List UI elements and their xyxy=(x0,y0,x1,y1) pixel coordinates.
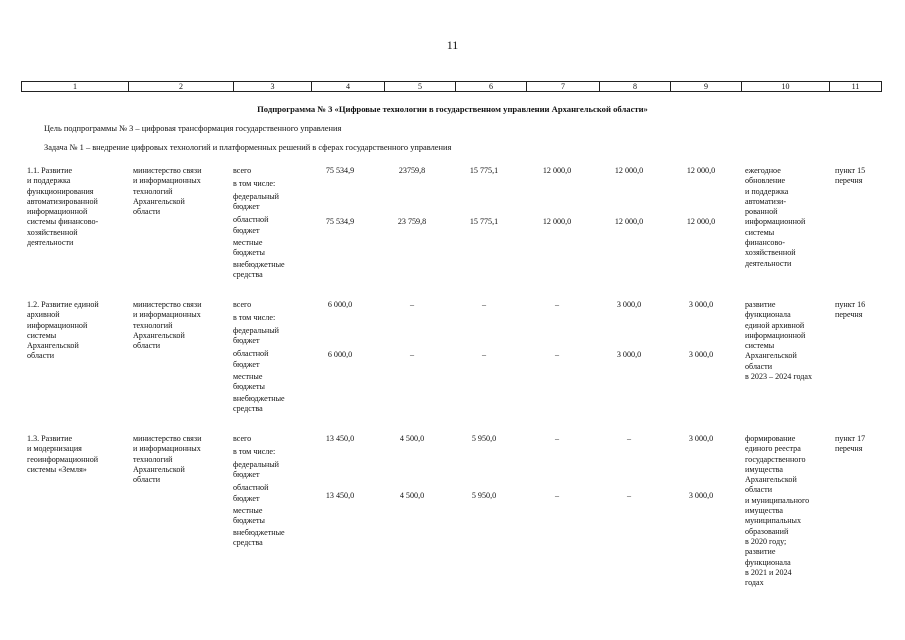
regional-col-9: 12 000,0 xyxy=(686,217,716,226)
header-col-9: 9 xyxy=(671,82,742,92)
row-result: ежегодное обновление и поддержка автоматизи- рованной информационной системы финансово- хозяйственной деятельности xyxy=(745,166,806,268)
regional-col-4: 75 534,9 xyxy=(325,217,355,226)
regional-col-8: 3 000,0 xyxy=(616,350,642,359)
total-col-7: – xyxy=(554,434,560,443)
row-name: 1.1. Развитие и поддержка функционирования автоматизированной информационной системы финансово- хозяйственной деятельности xyxy=(27,166,99,248)
regional-col-5: 23 759,8 xyxy=(397,217,427,226)
header-col-10: 10 xyxy=(742,82,830,92)
row-executor: министерство связи и информационных технологий Архангельской области xyxy=(133,166,202,217)
regional-col-8: 12 000,0 xyxy=(614,217,644,226)
header-col-8: 8 xyxy=(600,82,671,92)
regional-col-9: 3 000,0 xyxy=(688,491,714,500)
total-col-4: 13 450,0 xyxy=(325,434,355,443)
regional-col-7: 12 000,0 xyxy=(542,217,572,226)
header-col-1: 1 xyxy=(22,82,129,92)
subprogram-goal: Цель подпрограммы № 3 – цифровая трансформация государственного управления xyxy=(44,124,342,133)
regional-col-4: 6 000,0 xyxy=(327,350,353,359)
regional-col-5: – xyxy=(409,350,415,359)
header-col-2: 2 xyxy=(129,82,234,92)
total-col-8: 12 000,0 xyxy=(614,166,644,175)
subprogram-title: Подпрограмма № 3 «Цифровые технологии в государственном управлении Архангельской области» xyxy=(257,104,648,114)
total-col-9: 12 000,0 xyxy=(686,166,716,175)
header-col-7: 7 xyxy=(527,82,600,92)
regional-col-5: 4 500,0 xyxy=(399,491,425,500)
header-col-5: 5 xyxy=(385,82,456,92)
total-col-7: – xyxy=(554,300,560,309)
total-col-4: 6 000,0 xyxy=(327,300,353,309)
row-funding-sources: всего в том числе: федеральный бюджет областной бюджет местные бюджеты внебюджетные средства xyxy=(233,166,285,280)
subprogram-task: Задача № 1 – внедрение цифровых технологий и платформенных решений в сферах государственного управления xyxy=(44,143,452,152)
total-col-8: 3 000,0 xyxy=(616,300,642,309)
total-col-7: 12 000,0 xyxy=(542,166,572,175)
regional-col-7: – xyxy=(554,350,560,359)
header-col-4: 4 xyxy=(312,82,385,92)
row-result: формирование единого реестра государственного имущества Архангельской области и муниципального имущества муниципальных образований в 2020 году; развитие функционала в 2021 и 2024 годах xyxy=(745,434,810,588)
regional-col-6: – xyxy=(481,350,487,359)
regional-col-6: 15 775,1 xyxy=(469,217,499,226)
row-name: 1.2. Развитие единой архивной информационной системы Архангельской области xyxy=(27,300,99,361)
row-list-reference: пункт 17 перечня xyxy=(835,434,866,454)
total-col-6: – xyxy=(481,300,487,309)
header-col-11: 11 xyxy=(830,82,882,92)
total-col-9: 3 000,0 xyxy=(688,300,714,309)
column-number-header xyxy=(21,81,882,92)
regional-col-4: 13 450,0 xyxy=(325,491,355,500)
total-col-9: 3 000,0 xyxy=(688,434,714,443)
row-name: 1.3. Развитие и модернизация геоинформационной системы «Земля» xyxy=(27,434,99,474)
total-col-4: 75 534,9 xyxy=(325,166,355,175)
total-col-6: 15 775,1 xyxy=(469,166,499,175)
row-result: развитие функционала единой архивной информационной системы Архангельской области в 2023 – 2024 годах xyxy=(745,300,813,382)
total-col-5: 23759,8 xyxy=(398,166,426,175)
row-executor: министерство связи и информационных технологий Архангельской области xyxy=(133,300,202,351)
row-funding-sources: всего в том числе: федеральный бюджет областной бюджет местные бюджеты внебюджетные средства xyxy=(233,434,285,548)
header-col-3: 3 xyxy=(234,82,312,92)
row-list-reference: пункт 15 перечня xyxy=(835,166,866,186)
row-funding-sources: всего в том числе: федеральный бюджет областной бюджет местные бюджеты внебюджетные средства xyxy=(233,300,285,414)
header-col-6: 6 xyxy=(456,82,527,92)
regional-col-8: – xyxy=(626,491,632,500)
total-col-6: 5 950,0 xyxy=(471,434,497,443)
total-col-8: – xyxy=(626,434,632,443)
row-list-reference: пункт 16 перечня xyxy=(835,300,866,320)
regional-col-9: 3 000,0 xyxy=(688,350,714,359)
page-number: 11 xyxy=(446,38,459,52)
regional-col-6: 5 950,0 xyxy=(471,491,497,500)
regional-col-7: – xyxy=(554,491,560,500)
total-col-5: – xyxy=(409,300,415,309)
row-executor: министерство связи и информационных технологий Архангельской области xyxy=(133,434,202,485)
total-col-5: 4 500,0 xyxy=(399,434,425,443)
